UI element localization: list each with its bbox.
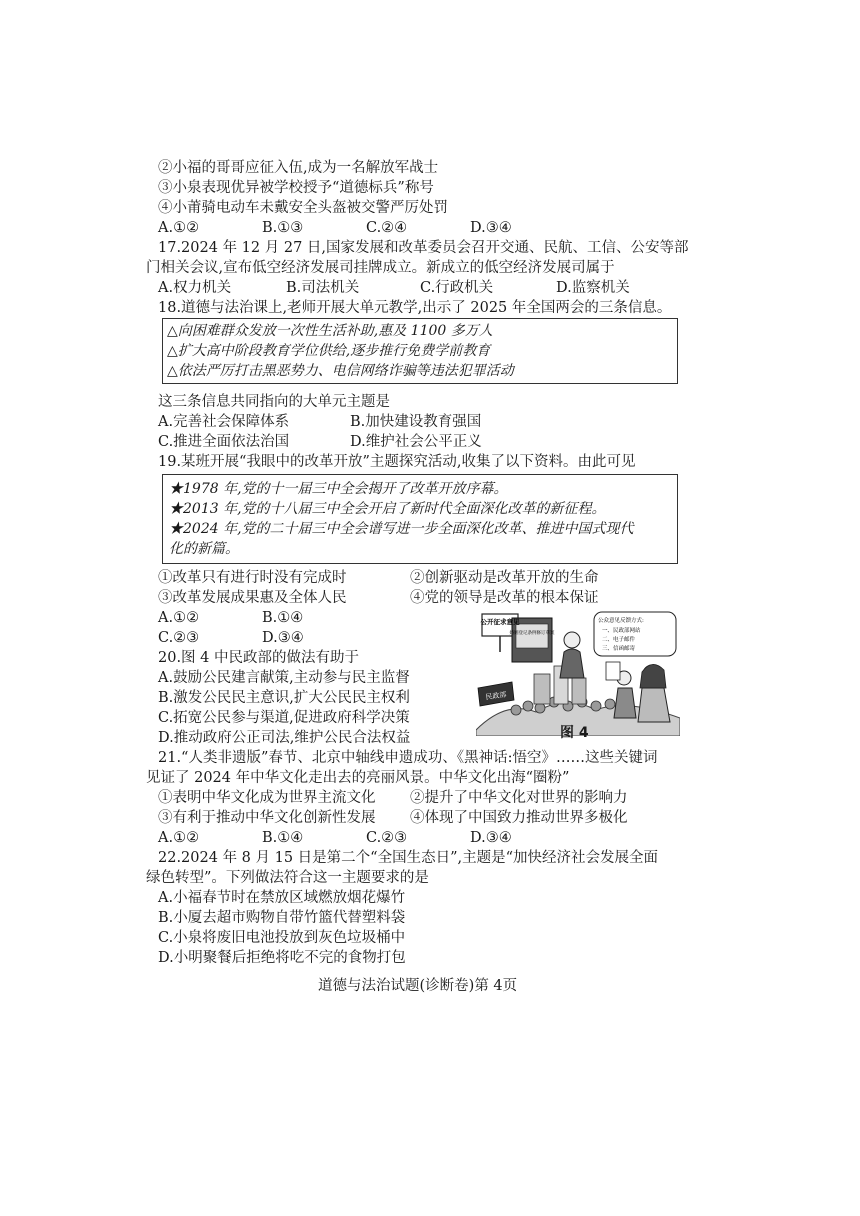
q18-info-box [162, 318, 678, 384]
q20-stem: 20.图 4 中民政部的做法有助于 [158, 650, 360, 666]
figure-4-caption: 图 4 [560, 725, 589, 741]
q22-choice-b: B.小厦去超市购物自带竹篮代替塑料袋 [158, 910, 406, 926]
q16-choice-b: B.①③ [262, 220, 304, 236]
q18-choice-b: B.加快建设教育强国 [350, 414, 482, 430]
figure-sign-text-part1: 公开征求意见 [480, 618, 520, 626]
q16-choice-c: C.②④ [366, 220, 408, 236]
q22-stem-line2: 绿色转型”。下列做法符合这一主题要求的是 [146, 870, 429, 886]
q20-choice-b: B.激发公民民主意识,扩大公民民主权利 [158, 690, 410, 706]
q19-material-line4: 化的新篇。 [169, 541, 239, 557]
q19-material-box [162, 474, 678, 564]
q22-choice-c: C.小泉将废旧电池投放到灰色垃圾桶中 [158, 930, 406, 946]
q19-statement-3: ③改革发展成果惠及全体人民 [158, 590, 347, 606]
q19-statement-4: ④党的领导是改革的根本保证 [410, 590, 599, 606]
q21-statement-1: ①表明中华文化成为世界主流文化 [158, 790, 376, 806]
q21-choice-b: B.①④ [262, 830, 304, 846]
q18-choice-d: D.维护社会公平正义 [350, 434, 482, 450]
q20-choice-d: D.推动政府公正司法,维护公民合法权益 [158, 730, 411, 746]
figure-book-text: 婚姻登记条例修订草案 [509, 631, 555, 636]
q18-choice-a: A.完善社会保障体系 [158, 414, 290, 430]
q22-choice-d: D.小明聚餐后拒绝将吃不完的食物打包 [158, 950, 406, 966]
q16-choice-d: D.③④ [470, 220, 512, 236]
q18-stem: 18.道德与法治课上,老师开展大单元教学,出示了 2025 年全国两会的三条信息。 [158, 300, 672, 316]
q21-stem-line1: 21.“人类非遗版”春节、北京中轴线申遗成功、《黑神话:悟空》……这些关键词 [158, 750, 658, 766]
q22-choice-a: A.小福春节时在禁放区域燃放烟花爆竹 [158, 890, 406, 906]
figure-bubble-item-3: 三、信函邮寄 [602, 646, 636, 652]
q21-choice-c: C.②③ [366, 830, 408, 846]
q19-material-line1: ★1978 年,党的十一届三中全会揭开了改革开放序幕。 [169, 481, 508, 497]
q20-choice-a: A.鼓励公民建言献策,主动参与民主监督 [158, 670, 410, 686]
q17-stem-line2: 门相关会议,宣布低空经济发展司挂牌成立。新成立的低空经济发展司属于 [146, 260, 615, 276]
q18-choice-c: C.推进全面依法治国 [158, 434, 290, 450]
q21-statement-4: ④体现了中国致力推动世界多极化 [410, 810, 628, 826]
q18-info-line3: △依法严厉打击黑恶势力、电信网络诈骗等违法犯罪活动 [167, 363, 514, 379]
q21-statement-3: ③有利于推动中华文化创新性发展 [158, 810, 376, 826]
q19-statement-2: ②创新驱动是改革开放的生命 [410, 570, 599, 586]
q17-choice-a: A.权力机关 [158, 280, 232, 296]
q16-option-2: ②小福的哥哥应征入伍,成为一名解放军战士 [158, 160, 439, 176]
q19-choice-a: A.①② [158, 610, 200, 626]
q21-choice-a: A.①② [158, 830, 200, 846]
q17-choice-c: C.行政机关 [420, 280, 494, 296]
q19-stem: 19.某班开展“我眼中的改革开放”主题探究活动,收集了以下资料。由此可见 [158, 454, 636, 470]
q21-choice-d: D.③④ [470, 830, 512, 846]
q19-material-line2: ★2013 年,党的十八届三中全会开启了新时代全面深化改革的新征程。 [169, 501, 606, 517]
q17-choice-b: B.司法机关 [286, 280, 360, 296]
q21-statement-2: ②提升了中华文化对世界的影响力 [410, 790, 628, 806]
q20-choice-c: C.拓宽公民参与渠道,促进政府科学决策 [158, 710, 410, 726]
figure-bubble-title: 公众意见反馈方式: [598, 618, 644, 624]
page-footer: 道德与法治试题(诊断卷)第 4页 [318, 978, 518, 994]
figure-bubble-item-2: 二、电子邮件 [602, 637, 636, 643]
q21-stem-line2: 见证了 2024 年中华文化走出去的亮丽风景。中华文化出海“圈粉” [146, 770, 570, 786]
q18-info-line1: △向困难群众发放一次性生活补助,惠及 1100 多万人 [167, 323, 493, 339]
q17-choice-d: D.监察机关 [556, 280, 630, 296]
q16-option-3: ③小泉表现优异被学校授予“道德标兵”称号 [158, 180, 434, 196]
q19-material-line3: ★2024 年,党的二十届三中全会谱写进一步全面深化改革、推进中国式现代 [169, 521, 634, 537]
q16-choice-a: A.①② [158, 220, 200, 236]
q22-stem-line1: 22.2024 年 8 月 15 日是第二个“全国生态日”,主题是“加快经济社会发展全面 [158, 850, 659, 866]
figure-ministry-text: 民政部 [485, 690, 507, 702]
figure-bubble-item-1: 一、民政部网站 [602, 628, 641, 634]
q19-choice-c: C.②③ [158, 630, 200, 646]
q17-stem-line1: 17.2024 年 12 月 27 日,国家发展和改革委员会召开交通、民航、工信、公安等部 [158, 240, 689, 256]
q19-choice-b: B.①④ [262, 610, 304, 626]
q18-question: 这三条信息共同指向的大单元主题是 [158, 394, 390, 410]
q19-statement-1: ①改革只有进行时没有完成时 [158, 570, 347, 586]
q16-option-4: ④小莆骑电动车未戴安全头盔被交警严厉处罚 [158, 200, 448, 216]
figure-4-cartoon [476, 608, 680, 736]
q18-info-line2: △扩大高中阶段教育学位供给,逐步推行免费学前教育 [167, 343, 491, 359]
q19-choice-d: D.③④ [262, 630, 304, 646]
